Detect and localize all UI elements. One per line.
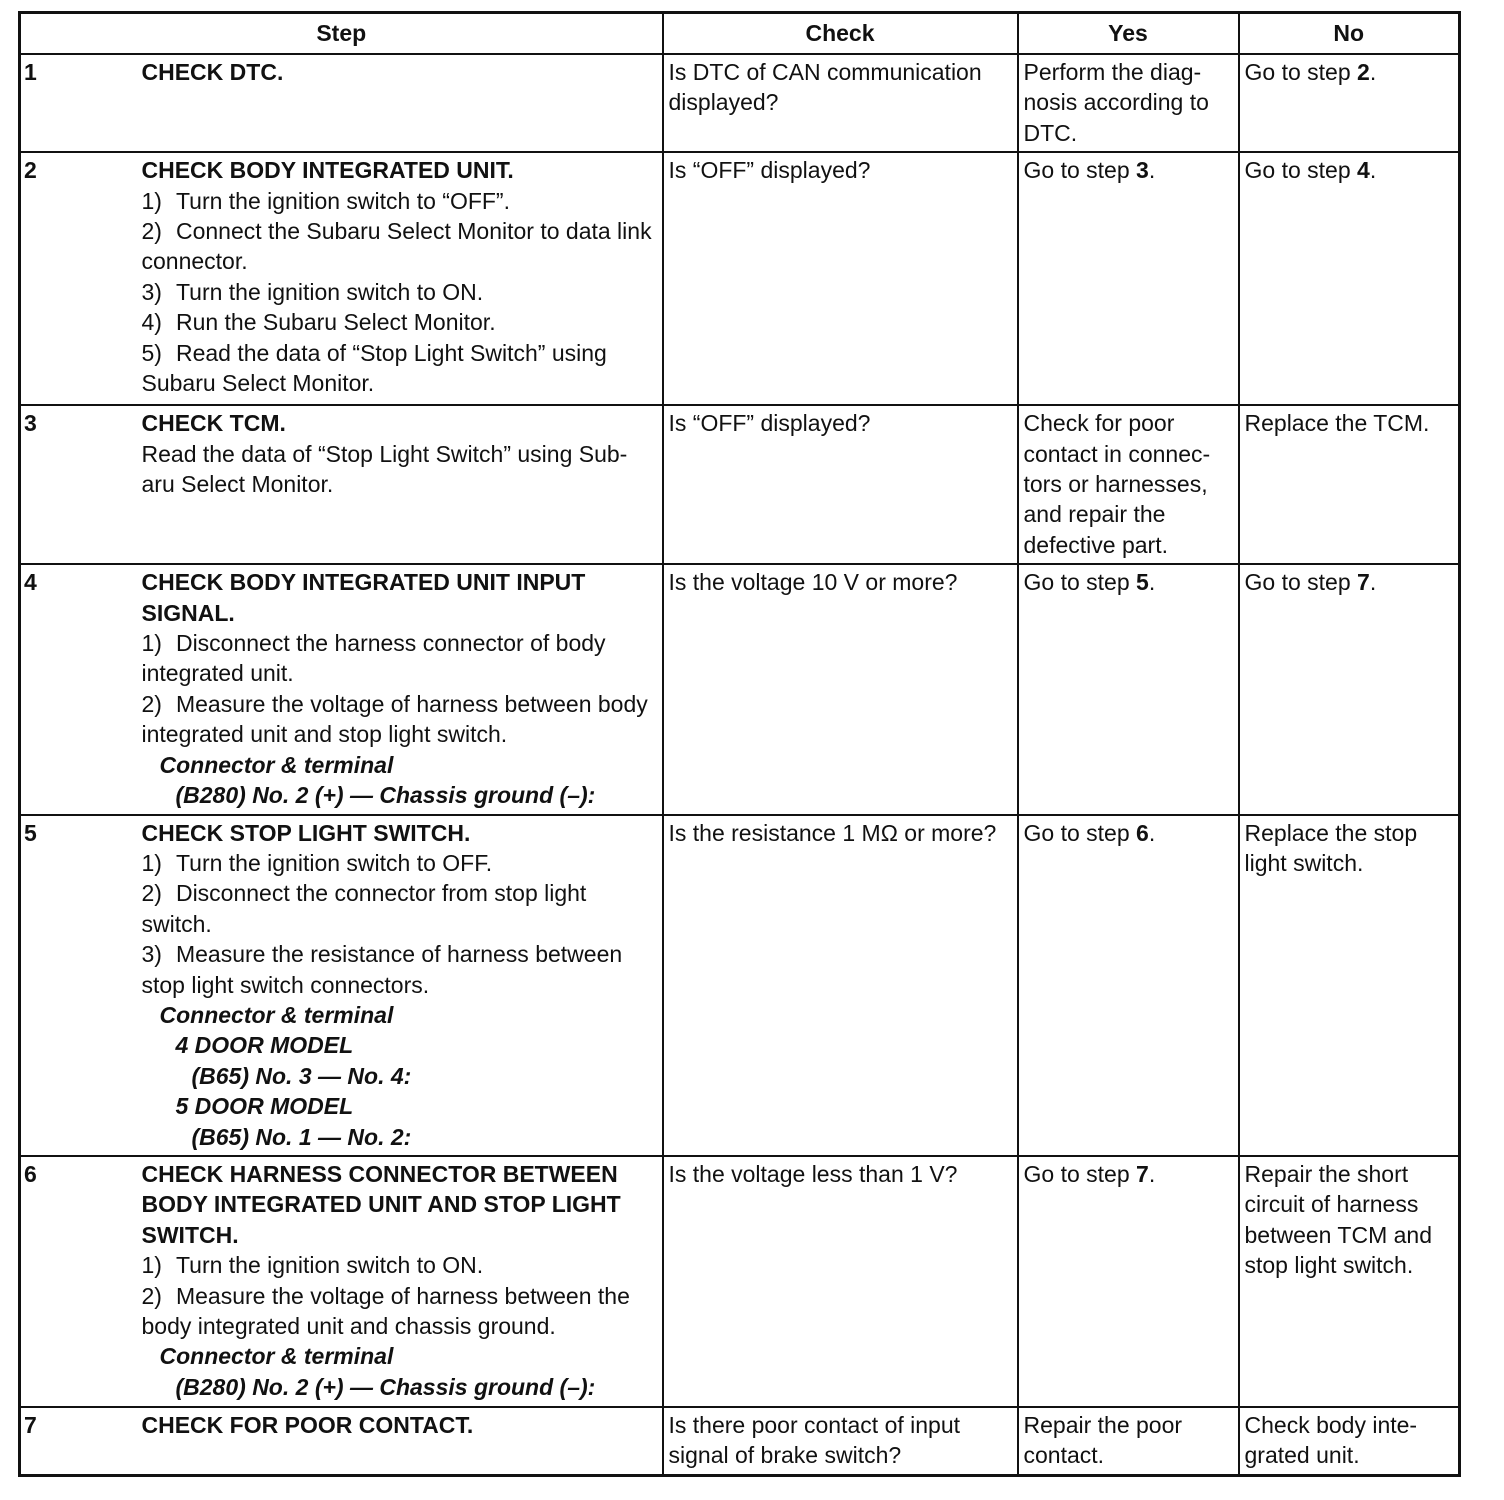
- step-number: 4: [20, 564, 140, 814]
- step-instruction: 1) Turn the ignition switch to ON.: [141, 1252, 484, 1279]
- step-description: [140, 1156, 663, 1407]
- step-title: CHECK HARNESS CONNECTOR BETWEEN BODY INTEGRATED UNIT AND STOP LIGHT SWITCH.: [141, 1160, 621, 1248]
- header-row: [20, 13, 1460, 55]
- no-action: Repair the short circuit of harness between TCM and stop light switch.: [1239, 1156, 1460, 1407]
- step-description: [140, 564, 663, 814]
- connector-terminal-value: (B65) No. 1 — No. 2:: [191, 1123, 412, 1150]
- step-number: 7: [20, 1407, 140, 1475]
- header-yes: Yes: [1018, 13, 1239, 55]
- yes-action: Go to step 6.: [1018, 815, 1239, 1156]
- no-action: Go to step 7.: [1239, 564, 1460, 814]
- connector-terminal-label: Connector & terminal: [159, 1001, 394, 1028]
- step-description: [140, 152, 663, 405]
- step-title: CHECK STOP LIGHT SWITCH.: [141, 819, 471, 846]
- step-title: CHECK TCM.: [141, 410, 286, 437]
- table-row: [20, 152, 1460, 405]
- yes-action: Go to step 7.: [1018, 1156, 1239, 1407]
- diagnostic-table: [18, 11, 1461, 1477]
- step-description: [140, 1407, 663, 1475]
- no-action: Go to step 2.: [1239, 54, 1460, 152]
- header-step: Step: [20, 13, 663, 55]
- step-instruction: 2) Measure the voltage of harness between body integrated unit and stop light switch.: [141, 690, 648, 748]
- step-instruction: Read the data of “Stop Light Switch” using Sub-aru Select Monitor.: [141, 440, 628, 498]
- step-description: [140, 405, 663, 564]
- step-instruction: 1) Turn the ignition switch to OFF.: [141, 849, 493, 876]
- step-title: CHECK BODY INTEGRATED UNIT.: [141, 157, 514, 184]
- yes-action: Perform the diag-nosis according to DTC.: [1018, 54, 1239, 152]
- check-question: Is the voltage less than 1 V?: [663, 1156, 1018, 1407]
- step-instruction: 4) Run the Subaru Select Monitor.: [141, 309, 496, 336]
- connector-terminal-value: (B65) No. 3 — No. 4:: [191, 1062, 412, 1089]
- check-question: Is the resistance 1 MΩ or more?: [663, 815, 1018, 1156]
- step-number: 6: [20, 1156, 140, 1407]
- step-title: CHECK BODY INTEGRATED UNIT INPUT SIGNAL.: [141, 569, 586, 626]
- yes-action: Go to step 3.: [1018, 152, 1239, 405]
- yes-action: Check for poor contact in connec-tors or harnesses, and repair the defective part.: [1018, 405, 1239, 564]
- step-number: 3: [20, 405, 140, 564]
- step-title: CHECK DTC.: [141, 59, 284, 85]
- step-instruction: 2) Measure the voltage of harness between the body integrated unit and chassis ground.: [141, 1282, 630, 1339]
- no-action: Replace the stop light switch.: [1239, 815, 1460, 1156]
- check-question: Is DTC of CAN communication displayed?: [663, 54, 1018, 152]
- step-title: CHECK FOR POOR CONTACT.: [141, 1411, 474, 1438]
- no-action: Replace the TCM.: [1239, 405, 1460, 564]
- table-row: [20, 564, 1460, 814]
- table-row: [20, 815, 1460, 1156]
- no-action: Go to step 4.: [1239, 152, 1460, 405]
- yes-action: Repair the poor contact.: [1018, 1407, 1239, 1475]
- model-label: 5 DOOR MODEL: [175, 1093, 354, 1120]
- step-number: 2: [20, 152, 140, 405]
- no-action: Check body inte-grated unit.: [1239, 1407, 1460, 1475]
- step-instruction: 3) Turn the ignition switch to ON.: [141, 278, 484, 305]
- model-label: 4 DOOR MODEL: [175, 1032, 354, 1059]
- header-check: Check: [663, 13, 1018, 55]
- table-row: [20, 1156, 1460, 1407]
- check-question: Is the voltage 10 V or more?: [663, 564, 1018, 814]
- yes-action: Go to step 5.: [1018, 564, 1239, 814]
- step-number: 5: [20, 815, 140, 1156]
- connector-terminal-label: Connector & terminal: [159, 1343, 394, 1370]
- step-instruction: 3) Measure the resistance of harness between stop light switch connectors.: [141, 941, 623, 998]
- table-row: [20, 54, 1460, 152]
- step-instruction: 2) Connect the Subaru Select Monitor to data link connector.: [141, 218, 652, 275]
- step-number: 1: [20, 54, 140, 152]
- step-instruction: 1) Turn the ignition switch to “OFF”.: [141, 187, 510, 214]
- header-no: No: [1239, 13, 1460, 55]
- check-question: Is “OFF” displayed?: [663, 405, 1018, 564]
- connector-terminal-label: Connector & terminal: [159, 751, 394, 778]
- step-description: [140, 54, 663, 152]
- check-question: Is “OFF” displayed?: [663, 152, 1018, 405]
- connector-terminal-value: (B280) No. 2 (+) — Chassis ground (–):: [175, 782, 596, 809]
- step-instruction: 5) Read the data of “Stop Light Switch” using Subaru Select Monitor.: [141, 339, 607, 397]
- check-question: Is there poor contact of input signal of brake switch?: [663, 1407, 1018, 1475]
- step-instruction: 1) Disconnect the harness connector of body integrated unit.: [141, 630, 606, 687]
- connector-terminal-value: (B280) No. 2 (+) — Chassis ground (–):: [175, 1373, 596, 1400]
- table-row: [20, 1407, 1460, 1475]
- step-instruction: 2) Disconnect the connector from stop light switch.: [141, 880, 587, 937]
- step-description: [140, 815, 663, 1156]
- table-row: [20, 405, 1460, 564]
